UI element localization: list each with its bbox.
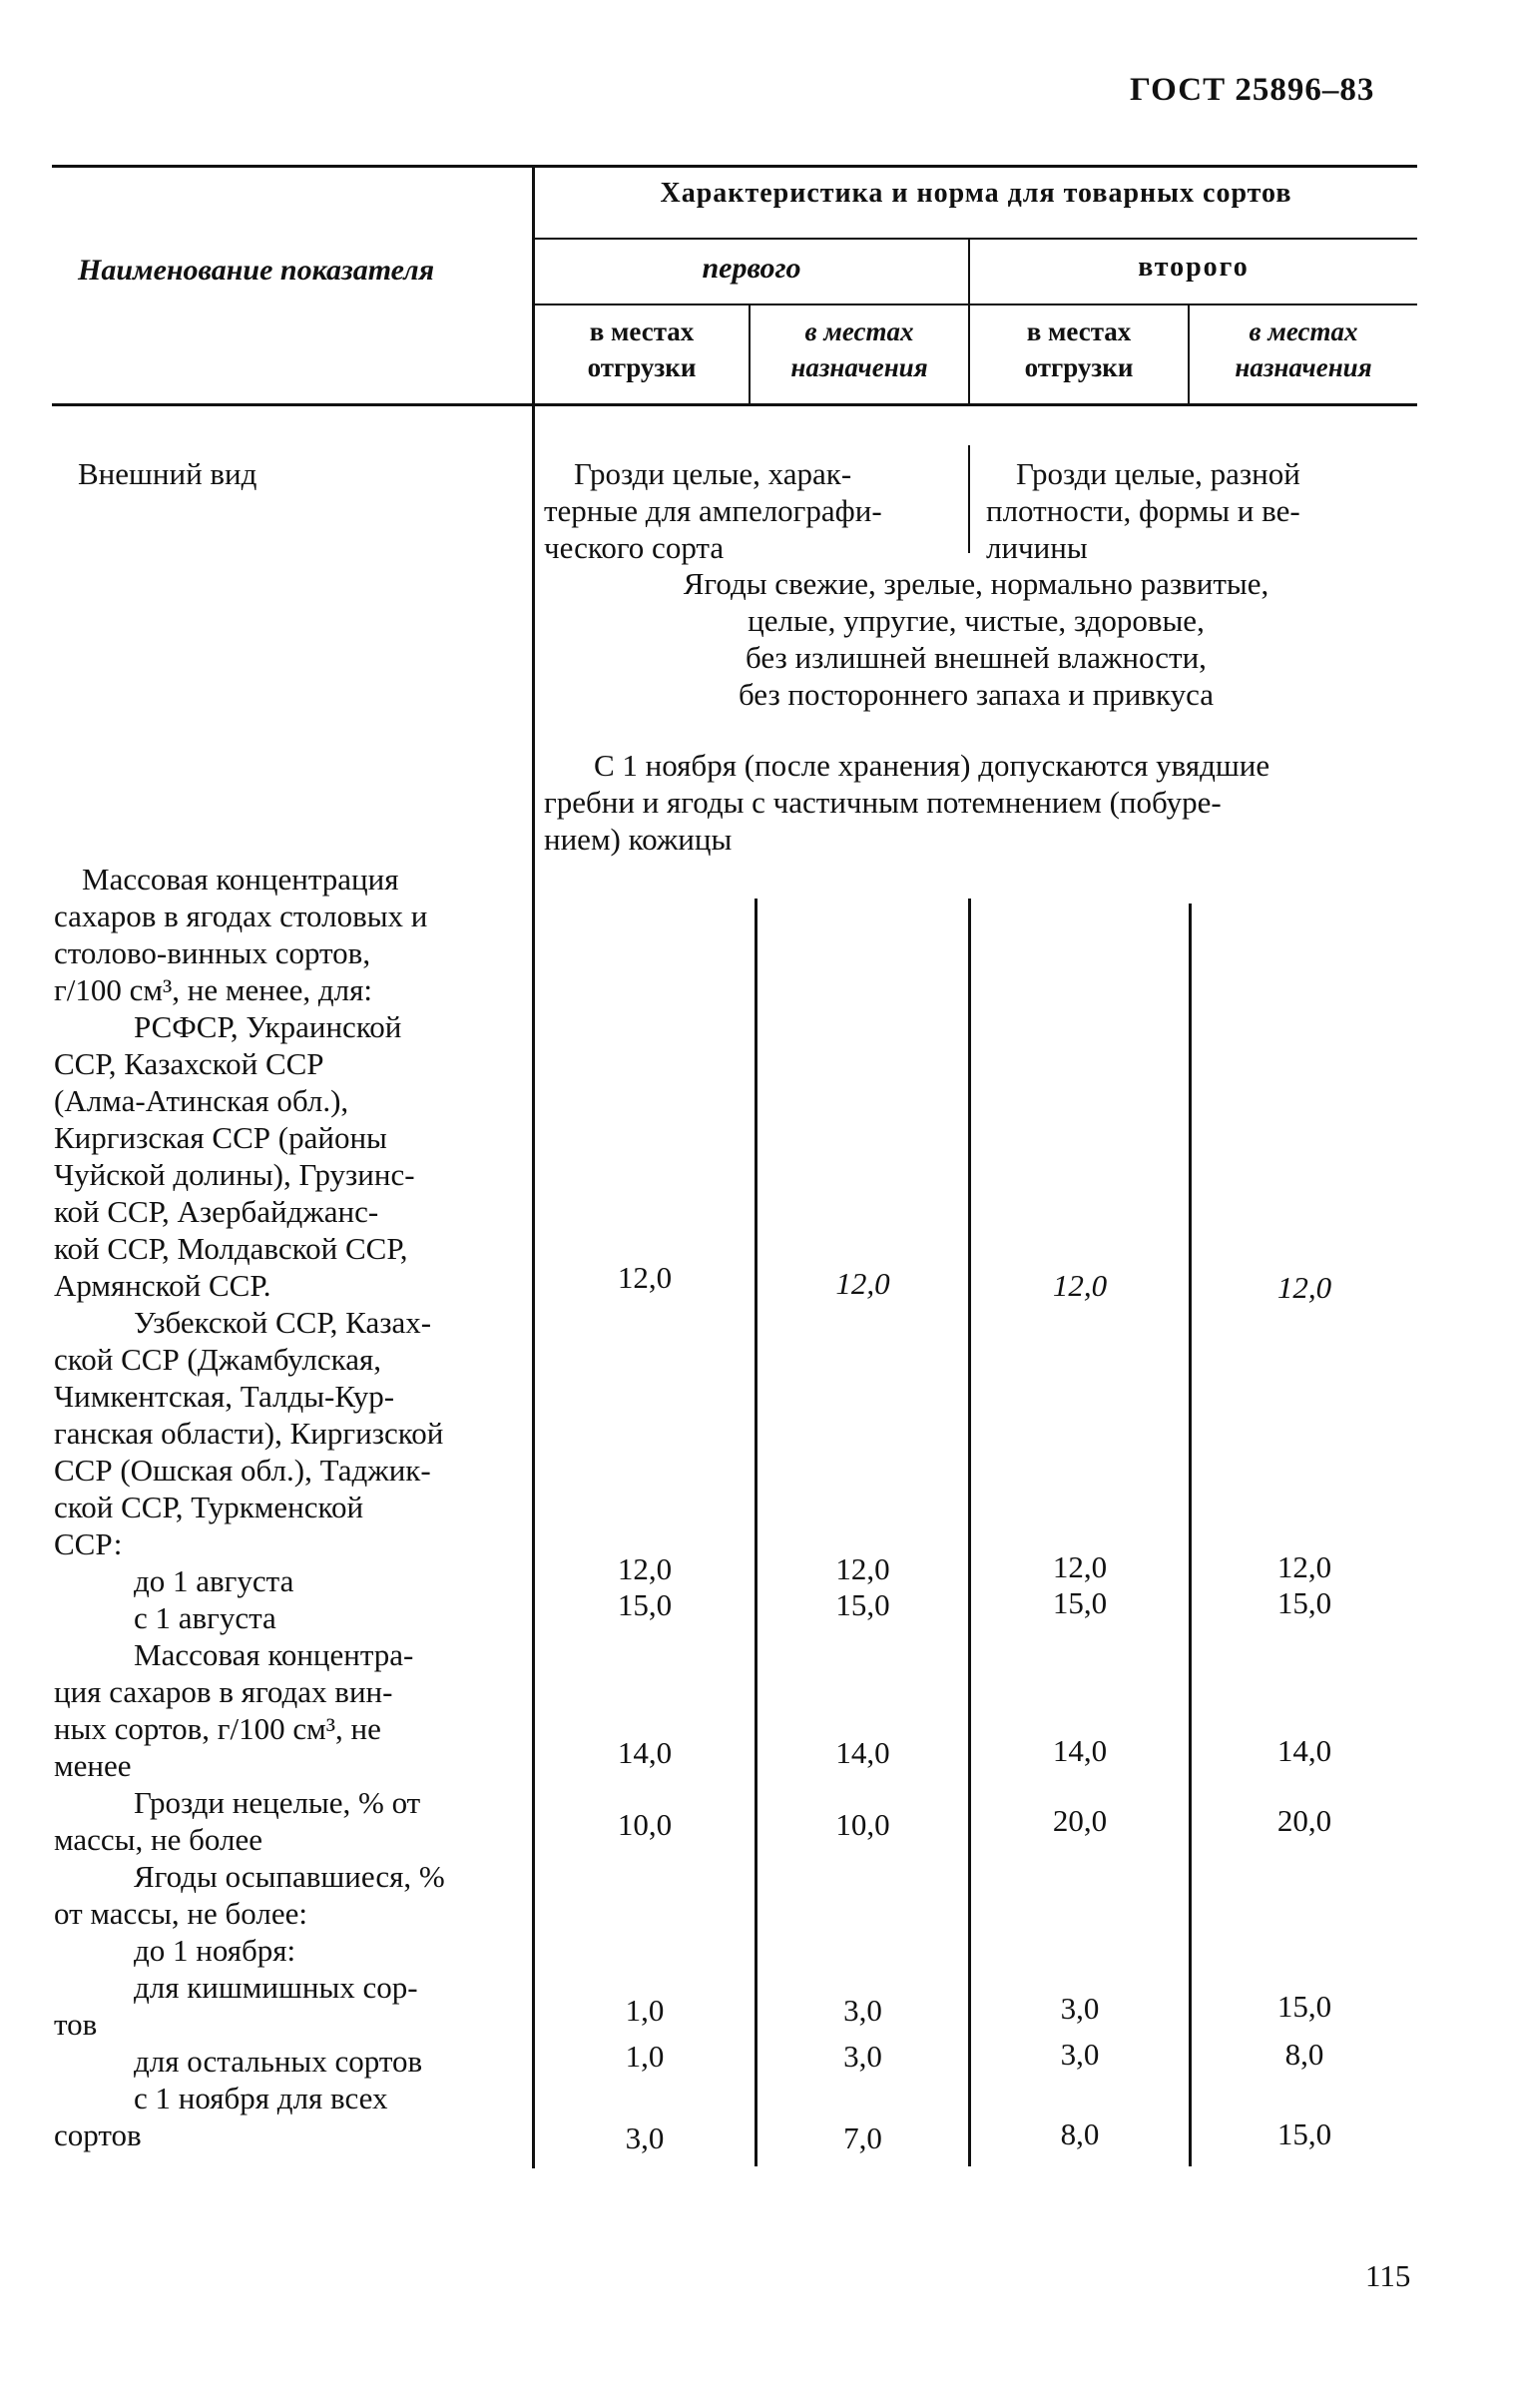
label-line: столово-винных сортов, (54, 935, 371, 970)
value-cell: 3,0 (1060, 1991, 1100, 2026)
page-number: 115 (1365, 2258, 1411, 2293)
label-line: до 1 августа (134, 1563, 294, 1598)
subheader-second-shipment: в местах отгрузки (1024, 316, 1134, 382)
label-line: Грозди нецелые, % от (134, 1785, 421, 1820)
value-cell: 3,0 (843, 2039, 882, 2074)
characteristics-header: Характеристика и норма для товарных сортов (660, 178, 1292, 209)
value-cell: 3,0 (625, 2120, 665, 2155)
label-line: от массы, не более: (54, 1896, 307, 1931)
value-cell: 8,0 (1284, 2037, 1324, 2072)
appearance-first-line: ческого сорта (544, 530, 725, 565)
value-cell: 12,0 (617, 1551, 673, 1586)
after-storage-line: С 1 ноября (после хранения) допускаются увядшие (594, 748, 1270, 783)
value-cell: 14,0 (617, 1735, 673, 1770)
label-line: кой ССР, Молдавской ССР, (54, 1231, 408, 1266)
grade-first-header: первого (702, 252, 801, 285)
label-line: сахаров в ягодах столовых и (54, 899, 428, 933)
value-cell: 15,0 (1276, 1585, 1332, 1620)
value-cell: 20,0 (1276, 1803, 1332, 1838)
value-cell: 10,0 (835, 1807, 890, 1842)
label-line: ССР, Казахской ССР (54, 1046, 324, 1081)
label-line: ганская области), Киргизской (54, 1416, 444, 1451)
appearance-second-line: Грозди целые, разной (1016, 456, 1300, 491)
value-cell: 14,0 (1276, 1733, 1332, 1768)
value-cell: 12,0 (1276, 1549, 1332, 1584)
berries-line: целые, упругие, чистые, здоровые, (748, 603, 1205, 638)
after-storage-line: гребни и ягоды с частичным потемнением (побуре- (544, 785, 1222, 820)
label-line: ных сортов, г/100 см³, не (54, 1711, 381, 1746)
label-line: Ягоды осыпавшиеся, % (134, 1859, 445, 1894)
subcol-divider-1 (755, 899, 758, 2166)
label-line: кой ССР, Азербайджанс- (54, 1194, 379, 1229)
label-line: Массовая концентрация (82, 862, 399, 897)
value-cell: 1,0 (625, 2039, 665, 2074)
label-line: массы, не более (54, 1822, 262, 1857)
value-cell: 15,0 (617, 1587, 673, 1622)
name-column-header: Наименование показателя (78, 254, 435, 287)
appearance-second-line: личины (986, 530, 1088, 565)
value-cell: 12,0 (835, 1266, 890, 1301)
value-cell: 20,0 (1052, 1803, 1108, 1838)
label-line: Армянской ССР. (54, 1268, 271, 1303)
label-line: ция сахаров в ягодах вин- (54, 1674, 393, 1709)
value-cell: 12,0 (1052, 1549, 1108, 1584)
berries-requirements (535, 565, 1417, 713)
label-line: ССР: (54, 1526, 123, 1561)
subheader-second-destination: в местах назначения (1235, 316, 1372, 382)
label-line: Чимкентская, Талды-Кур- (54, 1379, 395, 1414)
header-grade-rule (535, 303, 1417, 305)
label-line: РСФСР, Украинской (134, 1009, 402, 1044)
appearance-second-line: плотности, формы и ве- (986, 493, 1300, 528)
value-cell: 14,0 (835, 1735, 890, 1770)
label-line: тов (54, 2007, 98, 2042)
value-cell: 15,0 (1276, 2116, 1332, 2151)
header-bottom-rule (52, 403, 1417, 406)
value-cell: 12,0 (617, 1260, 673, 1295)
document-standard-number: ГОСТ 25896–83 (1130, 72, 1375, 108)
label-line: с 1 августа (134, 1600, 276, 1635)
label-line: Массовая концентра- (134, 1637, 414, 1672)
value-cell: 12,0 (835, 1551, 890, 1586)
appearance-second-grade (986, 455, 1300, 566)
label-line: г/100 см³, не менее, для: (54, 972, 372, 1007)
value-cell: 15,0 (835, 1587, 890, 1622)
label-line: Чуйской долины), Грузинс- (54, 1157, 415, 1192)
value-cell: 15,0 (1052, 1585, 1108, 1620)
label-line: ской ССР (Джамбулская, (54, 1342, 382, 1377)
appearance-first-line: Грозди целые, харак- (574, 456, 852, 491)
appearance-first-grade (544, 455, 882, 566)
indicator-labels (54, 861, 445, 2153)
grade-second-header: второго (1138, 252, 1250, 283)
value-cell: 7,0 (843, 2120, 882, 2155)
label-line: менее (54, 1748, 132, 1783)
label-line: ССР (Ошская обл.), Таджик- (54, 1453, 431, 1488)
value-cell: 14,0 (1052, 1733, 1108, 1768)
after-storage-note (544, 747, 1269, 858)
label-line: для кишмишных сор- (134, 1970, 418, 2005)
label-line: сортов (54, 2117, 142, 2152)
label-line: с 1 ноября для всех (134, 2081, 388, 2115)
grade-divider-appearance (968, 445, 970, 553)
appearance-label: Внешний вид (78, 456, 257, 491)
label-line: для остальных сортов (134, 2044, 423, 2079)
value-cell: 10,0 (617, 1807, 673, 1842)
header-group-rule (535, 238, 1417, 240)
value-cell: 3,0 (1060, 2037, 1100, 2072)
berries-line: Ягоды свежие, зрелые, нормально развитые, (683, 566, 1269, 601)
value-cell: 8,0 (1060, 2116, 1100, 2151)
label-line: Киргизская ССР (районы (54, 1120, 387, 1155)
name-column-divider (532, 166, 535, 2168)
value-cell: 12,0 (1052, 1268, 1108, 1303)
after-storage-line: нием) кожицы (544, 822, 733, 857)
subcol-divider-2 (968, 899, 971, 2166)
subheader-first-shipment: в местах отгрузки (587, 316, 697, 382)
value-cell: 15,0 (1276, 1989, 1332, 2024)
value-cell: 3,0 (843, 1993, 882, 2028)
table-top-rule (52, 165, 1417, 168)
label-line: ской ССР, Туркменской (54, 1490, 364, 1524)
label-line: до 1 ноября: (134, 1933, 296, 1968)
subheader-first-destination: в местах назначения (790, 316, 928, 382)
label-line: (Алма-Атинская обл.), (54, 1083, 349, 1118)
label-line: Узбекской ССР, Казах- (134, 1305, 432, 1340)
value-cell: 12,0 (1276, 1270, 1332, 1305)
berries-line: без постороннего запаха и привкуса (738, 677, 1215, 712)
subcol-divider-3 (1189, 903, 1192, 2166)
value-cell: 1,0 (625, 1993, 665, 2028)
appearance-first-line: терные для ампелографи- (544, 493, 882, 528)
berries-line: без излишней внешней влажности, (746, 640, 1207, 675)
